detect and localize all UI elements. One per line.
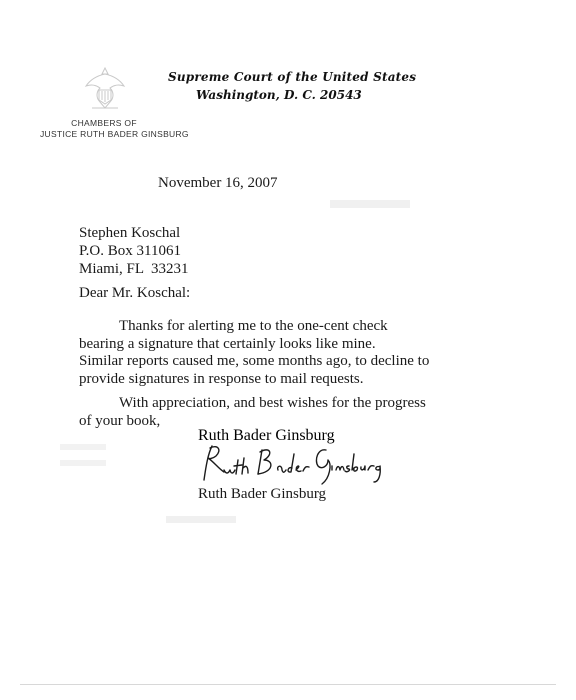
handwritten-signature — [198, 427, 388, 486]
closing-line: With appreciation, and best wishes for the progress — [119, 395, 426, 411]
chambers-block — [40, 118, 189, 140]
recipient-address-line-2: Miami, FL 33231 — [79, 261, 189, 277]
closing-paragraph — [79, 395, 426, 430]
chambers-line-2: JUSTICE RUTH BADER GINSBURG — [40, 129, 189, 139]
page-edge-rule — [20, 684, 556, 685]
body-line: bearing a signature that certainly looks like mine. — [79, 335, 376, 352]
recipient-address — [79, 224, 188, 278]
bleed-through-mark — [166, 516, 236, 523]
salutation: Dear Mr. Koschal: — [79, 285, 191, 301]
closing-line: of your book, — [79, 412, 161, 429]
bleed-through-mark — [60, 444, 106, 450]
signature-text: Ruth Bader Ginsburg — [198, 427, 335, 444]
body-line: Thanks for alerting me to the one-cent check — [119, 318, 388, 334]
body-paragraph — [79, 318, 459, 388]
body-line: provide signatures in response to mail requests. — [79, 370, 364, 387]
signer-name: Ruth Bader Ginsburg — [198, 486, 327, 502]
recipient-name: Stephen Koschal — [79, 225, 181, 241]
court-name: Supreme Court of the United States — [168, 70, 417, 84]
body-line: Similar reports caused me, some months ago, to decline to — [79, 353, 430, 369]
bleed-through-mark — [330, 200, 410, 208]
letter-date: November 16, 2007 — [158, 175, 278, 191]
recipient-address-line-1: P.O. Box 311061 — [79, 243, 181, 259]
chambers-line-1: CHAMBERS OF — [71, 118, 137, 128]
court-address: Washington, D. C. 20543 — [196, 88, 362, 102]
court-seal-icon — [82, 64, 128, 112]
bleed-through-mark — [60, 460, 106, 466]
